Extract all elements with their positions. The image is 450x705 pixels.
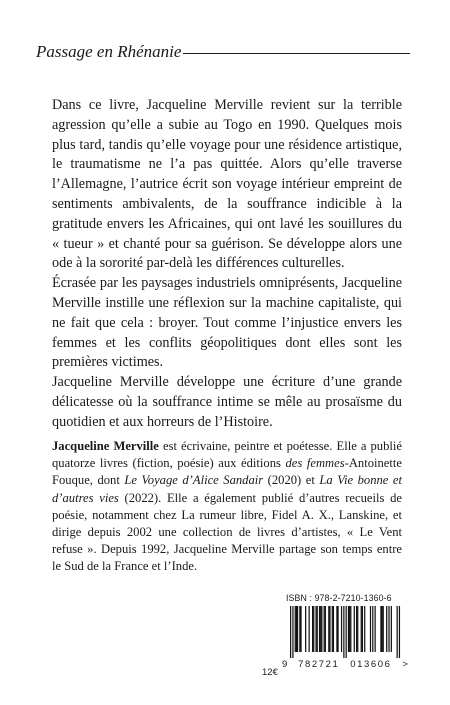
barcode-bar <box>296 606 297 652</box>
barcode-bar <box>370 606 371 652</box>
barcode-bar <box>383 606 384 652</box>
barcode-bar <box>297 606 298 652</box>
author-name: Jacqueline Merville <box>52 439 159 453</box>
barcode-bar <box>333 606 334 652</box>
barcode-bar <box>346 606 347 658</box>
bio-text: (2022). Elle a également publié d’autres recueils de poésie, notamment chez La rumeur libre, Fidel A. X., Lanskine, et dirige depuis 2002 une collection de livres d’artistes, « Le Vent refuse ». Depuis 1992, Jacqueline Merville partage son temps entre le Sud de la France et l’Inde. <box>52 490 402 574</box>
isbn-block <box>282 593 408 670</box>
barcode-bar <box>357 606 358 652</box>
bio-text: est écrivaine, peintre et poétesse. Elle a publié quatorze livres (fiction, poésie) aux éditions <box>52 439 402 471</box>
book-reference: La Vie bonne et d’autres vies <box>52 473 402 505</box>
synopsis-paragraph: Jacqueline Merville développe une écriture d’une grande délicatesse où la souffrance intime se mêle au prosaïsme du quotidien et aux horreurs de l’Histoire. <box>52 374 402 430</box>
barcode-bar <box>319 606 320 652</box>
publisher-name: des femmes <box>285 456 345 471</box>
barcode-bar <box>391 606 392 652</box>
synopsis-paragraph: Écrasée par les paysages industriels omniprésents, Jacqueline Merville instille une réflexion sur la machine capitaliste, qui ne fait que cela : broyer. Tout comme l’injustice envers les femmes et les conflits géopolitiques dont elles sont les premières victimes. <box>52 275 402 371</box>
barcode-bar <box>337 606 338 652</box>
barcode-bar <box>386 606 387 652</box>
barcode-bar <box>372 606 373 652</box>
barcode-bar <box>299 606 300 652</box>
synopsis-paragraph: Dans ce livre, Jacqueline Merville revient sur la terrible agression qu’elle a subie au Togo en 1990. Quelques mois plus tard, tandis qu’elle voyage pour une résidence artistique, le traumatisme ne l’a pas quittée. Alors qu’elle traverse l’Allemagne, l’autrice écrit son voyage intérieur empreint de sentiments ambivalents, de la souffrance indicible à la gratitude envers les Africaines, qui ont lavé les souillures du « tueur » et chanté pour sa guérison. Se développe alors une ode à la sororité par-delà les différences culturelles. <box>52 97 402 272</box>
barcode-bar <box>380 606 381 652</box>
title-row <box>36 42 410 62</box>
barcode-bar <box>315 606 316 652</box>
barcode-bar <box>397 606 398 658</box>
barcode-bar <box>329 606 330 652</box>
barcode-bar <box>309 606 310 652</box>
barcode-bar <box>313 606 314 652</box>
barcode-bar <box>321 606 322 652</box>
barcode-bar <box>292 606 293 658</box>
title-underline <box>183 53 410 54</box>
barcode-bar <box>364 606 365 652</box>
barcode-bar <box>350 606 351 652</box>
book-title: Passage en Rhénanie <box>36 42 182 61</box>
price: 12€ <box>262 667 278 678</box>
barcode-bar <box>356 606 357 652</box>
barcode-bar <box>354 606 355 652</box>
barcode-bar <box>305 606 306 652</box>
barcode-bar <box>375 606 376 652</box>
barcode-first-digit: 9 <box>282 659 288 670</box>
bio-text: -Antoinette Fouque, dont <box>52 456 402 488</box>
barcode-group-1: 782721 <box>298 659 340 670</box>
author-bio <box>52 438 402 576</box>
barcode-bar <box>349 606 350 652</box>
bio-text: (2020) et <box>263 473 320 488</box>
barcode-bar <box>300 606 301 652</box>
barcode-bar <box>317 606 318 652</box>
barcode <box>282 606 408 658</box>
barcode-bar <box>343 606 344 658</box>
barcode-bar <box>336 606 337 652</box>
barcode-bar <box>320 606 321 652</box>
barcode-bar <box>325 606 326 652</box>
barcode-bar <box>348 606 349 652</box>
barcode-arrow: > <box>402 659 408 670</box>
barcode-bar <box>399 606 400 658</box>
barcode-bar <box>341 606 342 652</box>
barcode-bar <box>381 606 382 652</box>
barcode-group-2: 013606 <box>350 659 392 670</box>
barcode-bar <box>290 606 291 658</box>
barcode-bar <box>361 606 362 652</box>
barcode-bar <box>324 606 325 652</box>
book-reference: Le Voyage d’Alice Sandair <box>124 473 264 488</box>
barcode-bar <box>362 606 363 652</box>
barcode-bar <box>328 606 329 652</box>
barcode-bar <box>332 606 333 652</box>
barcode-bar <box>312 606 313 652</box>
synopsis <box>52 96 402 433</box>
author-bio-paragraph <box>52 438 402 576</box>
barcode-digits <box>282 659 408 670</box>
isbn-number: ISBN : 978-2-7210-1360-6 <box>286 593 392 603</box>
barcode-bar <box>295 606 296 652</box>
barcode-bar <box>388 606 389 652</box>
